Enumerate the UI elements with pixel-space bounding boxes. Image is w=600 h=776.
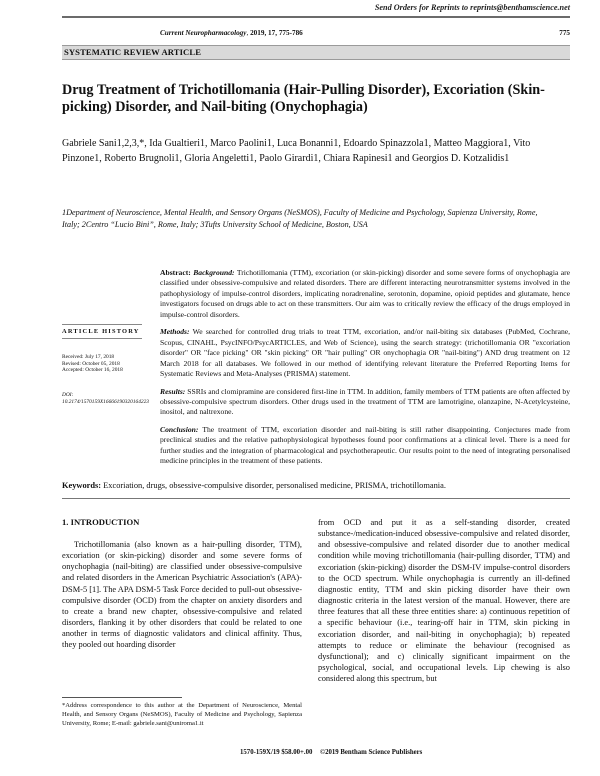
issn-price: 1570-159X/19 $58.00+.00 bbox=[240, 749, 313, 756]
abstract bbox=[160, 268, 570, 474]
article-type-banner bbox=[62, 45, 570, 60]
author-list bbox=[62, 136, 532, 166]
article-title: Drug Treatment of Trichotillomania (Hair-Pulling Disorder), Excoriation (Skin-picking) Disorder, and Nail-biting (Onychophagia) bbox=[62, 82, 545, 115]
keywords-label: Keywords: bbox=[62, 481, 102, 490]
article-history-heading: ARTICLE HISTORY bbox=[62, 328, 140, 335]
history-rule-top bbox=[62, 324, 142, 325]
received-date: Received: July 17, 2018 bbox=[62, 354, 115, 360]
correspondence-footnote: *Address correspondence to this author at the Department of Neuroscience, Mental Health, and Sensory Organs (NeSMOS), Faculty of Medicine and Psychology, Sapienza University, Rome; E-mail: gabriele.sani@uniroma1.it bbox=[62, 702, 302, 727]
intro-paragraph-1: Trichotillomania (also known as a hair-pulling disorder, TTM), excoriation (or skin-picking) disorder and some severe forms of onychophagia (nail-biting) are classified under obsessive-compulsive and related disorders in the American Psychiatric Association's (APA)-DSM-5 [1]. The APA DSM-5 Task Force decided to pull-out obsessive-compulsive disorder (OCD) from the chapter on anxiety disorders and to create a brand new chapter, obsessive-compulsive and related disorders, flanking it by other disorders that could be related to one another in terms of diagnostic validators and clinical affinity. Thus, they pooled out hoarding disorder bbox=[62, 540, 302, 650]
conclusion-text: The treatment of TTM, excoriation disorder and nail-biting is still rather disappointing. Conjectures made from preclinical studies and the relative pathophysiological hypotheses found poor confirmations at a clinical level. There is a need for further studies and the integration of pharmacological and psychotherapeutic. Our results point to the need of integrating personalised medicine principles in the treatment of these patients. bbox=[160, 424, 570, 466]
conclusion-label: Conclusion: bbox=[160, 424, 199, 434]
history-rule-bottom bbox=[62, 338, 142, 339]
methods-label: Methods: bbox=[160, 327, 190, 337]
keywords-rule bbox=[62, 498, 570, 499]
journal-name: Current Neuropharmacology bbox=[160, 29, 247, 37]
doi-label: DOI: bbox=[62, 392, 74, 398]
footnote-rule bbox=[62, 697, 182, 698]
article-history-box bbox=[62, 328, 149, 418]
journal-year-volume: 2019, 17, 775-786 bbox=[250, 29, 303, 37]
abstract-label: Abstract: bbox=[160, 268, 191, 277]
methods-text: We searched for controlled drug trials to treat TTM, excoriation, and/or nail-biting six databases (PubMed, Cochrane, Scopus, CINAHL, PsycINFO/PsycARTICLES, and Web of Science), using the search strategy: (trichotillomania OR "excoriation disorder" OR "face picking" OR "skin picking" OR "hair pulling" OR onychophagia OR "nail-biting") AND drug treatment on 12 March 2018 for all databases. We followed in our method of identifying relevant literature the Preferred Reporting Items for Systematic Reviews and Meta-Analyses (PRISMA) statement. bbox=[160, 327, 571, 379]
accepted-date: Accepted: October 16, 2018 bbox=[62, 367, 123, 373]
page-number: 775 bbox=[559, 29, 570, 37]
keywords bbox=[62, 481, 570, 490]
affiliations-text: 1Department of Neuroscience, Mental Health, and Sensory Organs (NeSMOS), Faculty of Medicine and Psychology, Sapienza University, Rome, Italy; 2Centro “Lucio Bini”, Rome, Italy; 3Tufts University School of Medicine, Boston, USA bbox=[62, 208, 538, 229]
reprints-notice: Send Orders for Reprints to reprints@benthamscience.net bbox=[374, 3, 570, 12]
affiliations bbox=[62, 207, 557, 230]
results-text: SSRIs and clomipramine are considered first-line in TTM. In addition, family members of TTM patients are often affected by obsessive-compulsive spectrum disorders. Other drugs used in the treatment of TTM are lamotrigine, olanzapine, N-Acetylcysteine, inositol, and naltrexone. bbox=[160, 386, 570, 417]
body-column-right bbox=[318, 517, 570, 684]
journal-citation: Current Neuropharmacology, 2019, 17, 775-786 bbox=[160, 29, 303, 37]
abstract-conclusion bbox=[160, 425, 570, 467]
revised-date: Revised: October 05, 2018 bbox=[62, 360, 120, 367]
article-type: SYSTEMATIC REVIEW ARTICLE bbox=[64, 47, 202, 57]
history-dates bbox=[62, 354, 123, 374]
results-label: Results: bbox=[160, 386, 186, 396]
doi-block bbox=[62, 392, 149, 405]
background-text: Trichotillomania (TTM), excoriation (or skin-picking) disorder and some severe forms of onychophagia are classified under obsessive-compulsive and related disorders. There are different interacting neurotransmitter systems involved in the pathophysiology of impulse-control disorders, implicating noradrenaline, serotonin, dopamine, opioid peptides and glutamate, hence investigators focused on drugs able to act on these transmitters. Our aim was to critically review the efficacy of the drugs employed in impulse-control disorders. bbox=[160, 268, 571, 319]
intro-paragraph-continued: from OCD and put it as a self-standing disorder, created substance-/medication-induced obsessive-compulsive and related disorder, and obsessive-compulsive and related disorder due to another medical condition while moving trichotillomania (hair-pulling disorder, TTM) and excoriation (skin-picking) disorder the DSM-IV impulse-control disorders to the OCD spectrum. While onychophagia is currently an ill-defined diagnostic entity, TTM and skin picking disorder have their own diagnostic criteria in the latest version of the manual. However, there are three features that all these three entities share: a) continuous repetition of a specific behaviour (i.e., tearing-off hair in TTM, skin picking in excoriation disorder, and nail-biting in onychophagia); b) repeated attempts to reduce or eliminate the behaviour (recognised as dysfunctional); and c) clinically significant impairment on the psychological, social, and occupational levels. Lip chewing is also considered along this spectrum, but bbox=[318, 518, 570, 684]
authors-text: Gabriele Sani1,2,3,*, Ida Gualtieri1, Marco Paolini1, Luca Bonanni1, Edoardo Spinazzola1, Matteo Maggiora1, Vito Pinzone1, Roberto Brugnoli1, Gloria Angeletti1, Paolo Girardi1, Chiara Rapinesi1 and Georgios D. Kotzalidis1 bbox=[62, 138, 531, 164]
abstract-results bbox=[160, 387, 570, 418]
section-heading-introduction: 1. INTRODUCTION bbox=[62, 517, 140, 527]
abstract-methods bbox=[160, 327, 570, 379]
body-column-left bbox=[62, 517, 302, 651]
background-label: Background: bbox=[193, 268, 235, 277]
doi-link[interactable]: 10.2174/1570159X16666190320164223 bbox=[62, 398, 149, 405]
header-rule bbox=[62, 16, 570, 18]
copyright: ©2019 Bentham Science Publishers bbox=[320, 749, 423, 756]
keywords-text: Excoriation, drugs, obsessive-compulsive disorder, personalised medicine, PRISMA, trichotillomania. bbox=[103, 481, 446, 490]
abstract-background bbox=[160, 268, 570, 320]
